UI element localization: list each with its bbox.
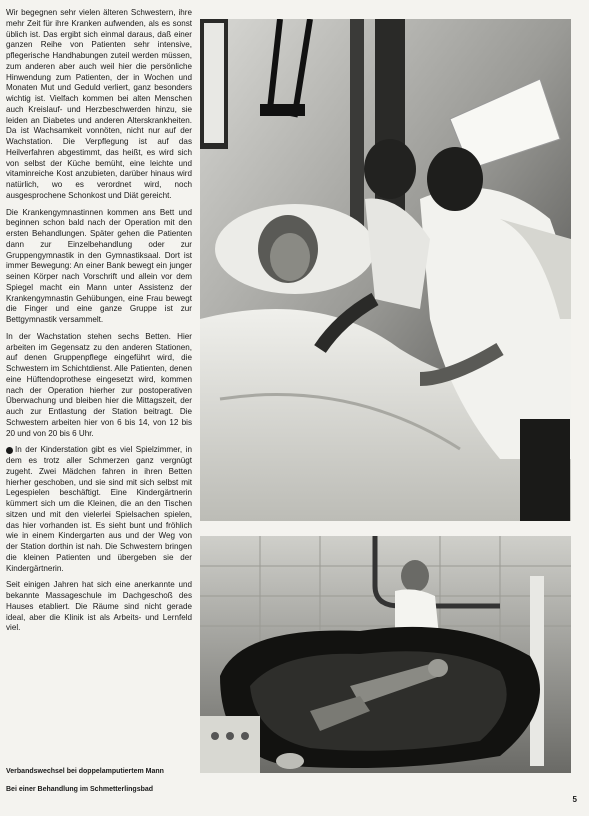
photo-bandage-change-image [200, 19, 571, 521]
photo-butterfly-bath-image [200, 536, 571, 773]
photo-bandage-change [200, 19, 571, 521]
article-paragraph-4 [6, 445, 192, 574]
photo-butterfly-bath [200, 536, 571, 773]
article-paragraph-5: Seit einigen Jahren hat sich eine anerkannte und bekannte Massageschule im Dachgeschoß des Hauses etabliert. Die Räume sind nicht gerade ideal, aber die Klinik ist als Arbeits- und Lernfeld viel. [6, 580, 192, 633]
article-paragraph-1: Wir begegnen sehr vielen älteren Schwestern, ihre mehr Zeit für ihre Kranken aufwenden, als es sonst üblich ist. Das ergibt sich einmal daraus, daß einer ganzen Reihe von Patienten sehr intensive, pflegerische Handhabungen zuteil werden müssen, zum anderen aber auch weil hier die persönliche Hinwendung zum Patienten, der in Wochen und Monaten Mut und Geduld verliert, ganz besonders wichtig ist. Vielfach kommen bei alten Menschen auch Kreislauf- und Herzbeschwerden hinzu, sie leiden an Diabetes und anderen Alterskrankheiten. Da ist Wachsamkeit vonnöten, nicht nur auf der Wachstation. Die Verpflegung ist auf das Heilverfahren abgestimmt, das heißt, es wird sich von selbst der Küche bemüht, eine leichte und vitaminreiche Kost anzubieten, darüber hinaus wird natürlich, wo es verordnet wird, noch ausgesprochene Schonkost und Diät gereicht. [6, 8, 192, 200]
article-text-column [6, 8, 192, 640]
article-paragraph-3: In der Wachstation stehen sechs Betten. Hier arbeiten im Gegensatz zu den anderen Stationen, auf denen Gruppenpflege eingeführt wird, die Schwestern im Schichtdienst. Alle Patienten, denen eine Hüftendoprothese eingesetzt wird, kommen nach der Operation hierher zur postoperativen Überwachung und bleiben hier die Mittagszeit, der auch zur Entlastung der Station beitragt. Die Schwestern arbeiten hier von 6 bis 14, von 12 bis 20 und von 20 bis 6 Uhr. [6, 331, 192, 438]
photo-marker-bullet [6, 447, 13, 454]
photo-captions [6, 767, 196, 803]
article-paragraph-2: Die Krankengymnastinnen kommen ans Bett und beginnen schon bald nach der Operation mit den ersten Behandlungen. Später gehen die Patienten dann zur Einzelbehandlung oder zur Gruppengymnastik in den Gymnastiksaal. Dort ist immer Bewegung: An einer Bank bewegt ein junger seinen Körper nach Vorschrift und allein vor dem Spiegel macht ein Mann unter Assistenz der Krankengymnastin Gehübungen, eine Frau bewegt die Finger und eine ganze Gruppe ist zur Bettgymnastik versammelt. [6, 207, 192, 324]
page-number: 5 [572, 795, 577, 804]
caption-bottom-photo: Bei einer Behandlung im Schmetterlingsbad [6, 786, 154, 793]
caption-top-photo: Verbandswechsel bei doppelamputiertem Mann [6, 768, 164, 775]
article-paragraph-4-text: In der Kinderstation gibt es viel Spielzimmer, in dem es trotz aller Schmerzen ganz vergnügt zugeht. Zwei Mädchen fahren in ihren Betten hierher geschoben, und sie sind mit sich selbst mit Legespielen beschäftigt. Eine Kindergärtnerin kümmert sich um die Kleinen, die an den Tischen sitzen und mit den vielerlei Spielsachen spielen, das hier vorhanden ist. Es sieht bunt und fröhlich wie in einem Kindergarten aus und der Weg von der Station dorthin ist nah. Die Schwestern bringen die kleinen Patienten und übergeben sie der Kindergärtnerin. [6, 445, 192, 573]
